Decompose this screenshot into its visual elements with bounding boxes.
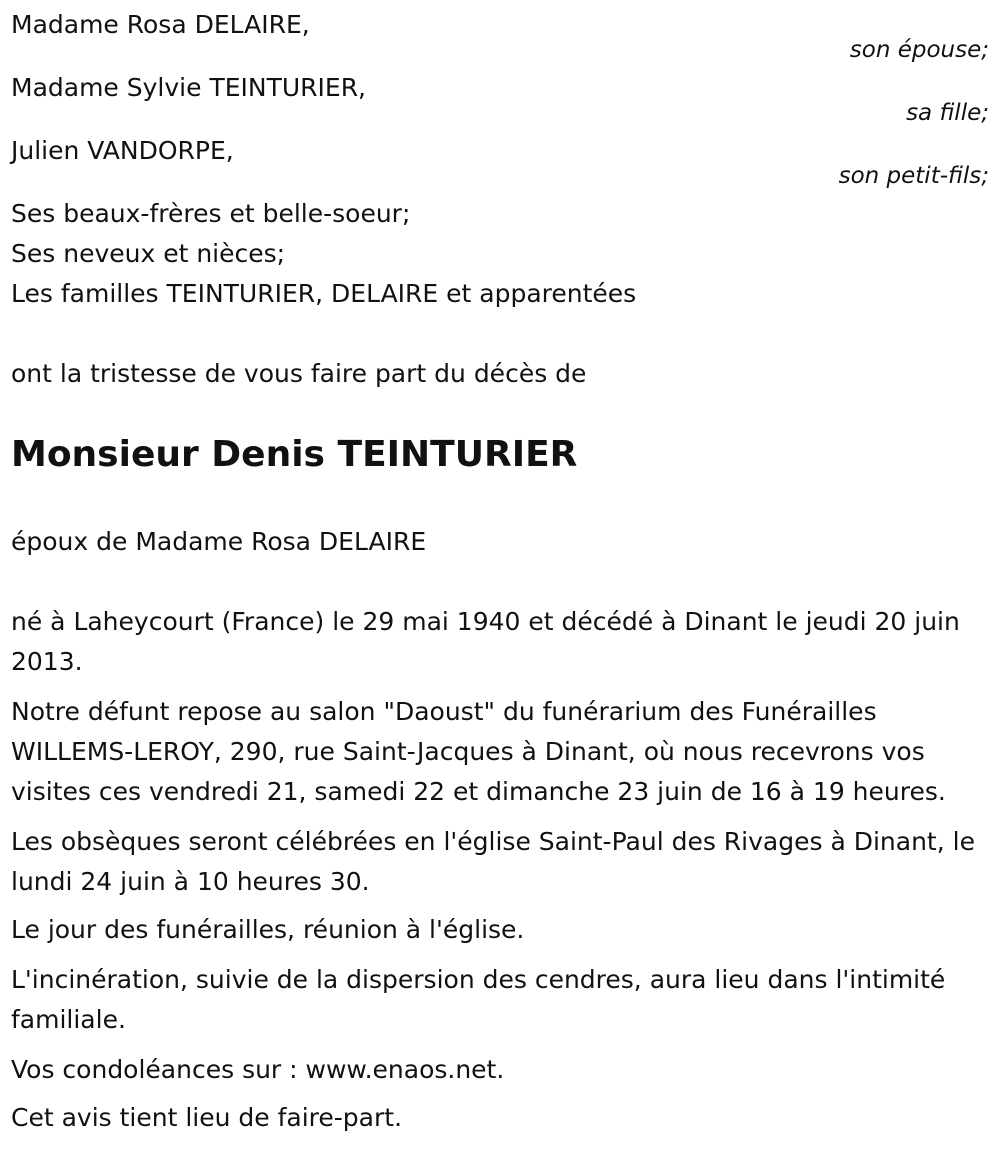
relatives-line: Ses beaux-frères et belle-soeur; — [11, 199, 411, 228]
birth-death-paragraph: né à Laheycourt (France) le 29 mai 1940 et décédé à Dinant le jeudi 20 juin 2013. — [11, 607, 960, 676]
funeral-paragraph: Les obsèques seront célébrées en l'église Saint-Paul des Rivages à Dinant, le lundi 24 juin à 10 heures 30. — [11, 827, 975, 896]
announcement-text: ont la tristesse de vous faire part du décès de — [11, 359, 587, 388]
relatives-line: Ses neveux et nièces; — [11, 239, 286, 268]
cremation-paragraph: L'incinération, suivie de la dispersion des cendres, aura lieu dans l'intimité familiale. — [11, 965, 946, 1034]
family-member-role: sa fille; — [906, 100, 989, 126]
notice-paragraph: Cet avis tient lieu de faire-part. — [11, 1103, 403, 1132]
family-member-name: Julien VANDORPE, — [11, 136, 234, 165]
family-member-role: son épouse; — [849, 37, 989, 63]
family-member-name: Madame Rosa DELAIRE, — [11, 10, 310, 39]
spouse-line: époux de Madame Rosa DELAIRE — [11, 527, 427, 556]
relatives-line: Les familles TEINTURIER, DELAIRE et apparentées — [11, 279, 637, 308]
deceased-name: Monsieur Denis TEINTURIER — [11, 434, 578, 475]
family-member-role: son petit-fils; — [838, 163, 989, 189]
meeting-paragraph: Le jour des funérailles, réunion à l'église. — [11, 915, 525, 944]
family-member-name: Madame Sylvie TEINTURIER, — [11, 73, 367, 102]
condolences-paragraph: Vos condoléances sur : www.enaos.net. — [11, 1055, 505, 1084]
visitation-paragraph: Notre défunt repose au salon "Daoust" du funérarium des Funérailles WILLEMS-LEROY, 290, rue Saint-Jacques à Dinant, où nous recevrons vos visites ces vendredi 21, samedi 22 et dimanche 23 juin de 16 à 19 heures. — [11, 697, 946, 806]
